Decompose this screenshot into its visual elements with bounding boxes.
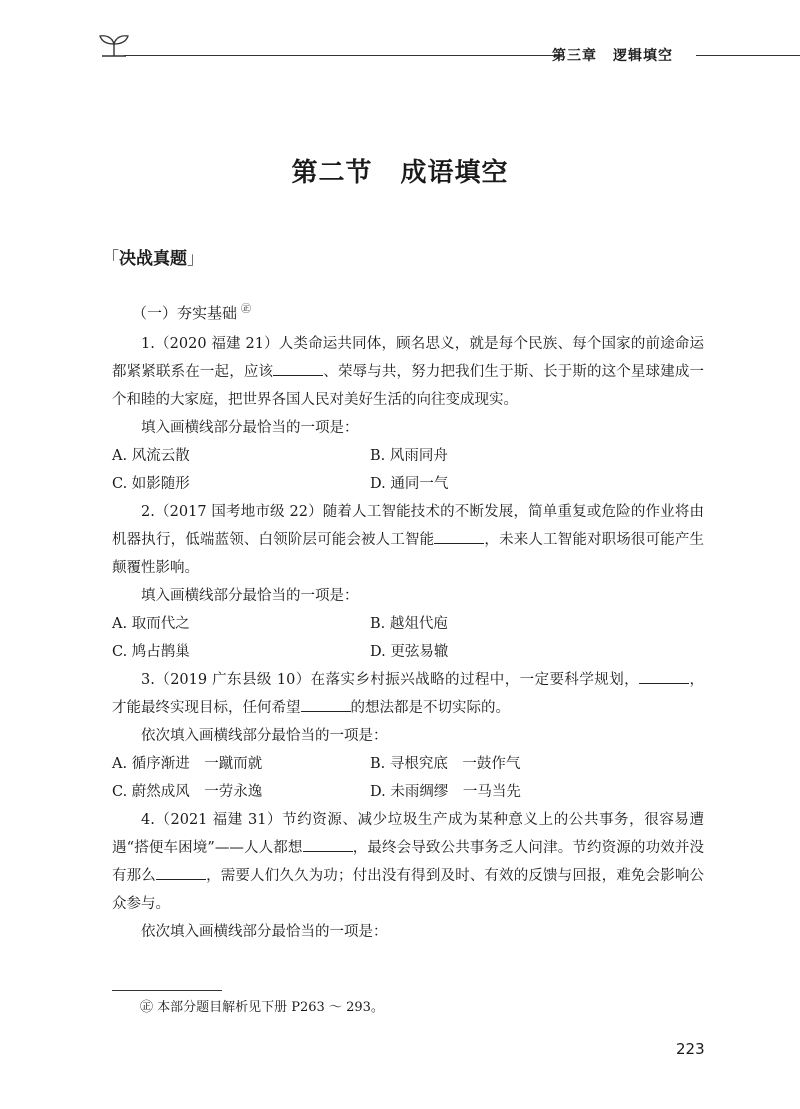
bracket-open: 「 — [102, 249, 119, 269]
page-header — [98, 30, 800, 70]
option: A. 循序渐进 一蹴而就 — [112, 756, 263, 772]
option: D. 通同一气 — [370, 476, 449, 492]
option: A. 取而代之 — [112, 616, 190, 632]
option: D. 更弦易辙 — [370, 644, 449, 660]
option: A. 风流云散 — [112, 448, 190, 464]
question-prompt: 依次填入画横线部分最恰当的一项是： — [141, 728, 388, 744]
options — [112, 610, 704, 666]
chapter-heading — [552, 45, 689, 65]
page-number: 223 — [676, 1040, 705, 1058]
fill-blank — [156, 865, 206, 880]
fill-blank — [434, 529, 484, 544]
subsection-label: （一）夯实基础 — [132, 304, 238, 322]
fill-blank — [639, 669, 689, 684]
question-stem: 2.（2017 国考地市级 22）随着人工智能技术的不断发展，简单重复或危险的作业将由机器执行，低端蓝领、白领阶层可能会被人工智能 ，未来人工智能对职场很可能产生颠覆性影响。 — [112, 504, 705, 576]
option: D. 未雨绸缪 一马当先 — [370, 784, 521, 800]
bracket-close: 」 — [187, 249, 204, 269]
fill-blank — [303, 837, 353, 852]
option: B. 寻根究底 一鼓作气 — [370, 756, 521, 772]
option: C. 鸠占鹊巢 — [112, 644, 190, 660]
section-title — [0, 152, 800, 189]
section-number: 第二节 — [291, 158, 373, 188]
question-list — [112, 330, 704, 946]
chapter-title: 逻辑填空 — [613, 48, 673, 64]
subsection-heading — [132, 300, 251, 323]
question-prompt: 填入画横线部分最恰当的一项是： — [141, 588, 359, 604]
footnote-rule — [112, 990, 222, 991]
answer-mark-icon: ㊣ — [241, 304, 252, 315]
question-stem: 3.（2019 广东县级 10）在落实乡村振兴战略的过程中，一定要科学规划， ，才能最终实现目标，任何希望 的想法都是不切实际的。 — [112, 666, 704, 722]
option: B. 风雨同舟 — [370, 448, 448, 464]
option: B. 越俎代庖 — [370, 616, 448, 632]
section-name: 成语填空 — [400, 158, 509, 188]
section-tag — [102, 244, 204, 269]
fill-blank — [301, 697, 351, 712]
question-stem: 1.（2020 福建 21）人类命运共同体，顾名思义，就是每个民族、每个国家的前途命运都紧紧联系在一起，应该 、荣辱与共，努力把我们生于斯、长于斯的这个星球建成一个和睦的大家庭，把世界各国人民对美好生活的向往变成现实。 — [112, 336, 705, 408]
question-prompt: 填入画横线部分最恰当的一项是： — [141, 420, 359, 436]
footnote: ㊣ 本部分题目解析见下册 P263 ～ 293。 — [140, 1000, 384, 1015]
options — [112, 750, 704, 806]
option: C. 蔚然成风 一劳永逸 — [112, 784, 263, 800]
chapter-number: 第三章 — [552, 48, 597, 64]
question-stem: 4.（2021 福建 31）节约资源、减少垃圾生产成为某种意义上的公共事务，很容易遭遇“搭便车困境”——人人都想 ，最终会导致公共事务乏人问津。节约资源的功效并没有那么 ，需要人们久久为功；付出没有得到及时、有效的反馈与回报，难免会影响公众参与。 — [112, 812, 705, 912]
fill-blank — [273, 361, 323, 376]
option: C. 如影随形 — [112, 476, 190, 492]
question-prompt: 依次填入画横线部分最恰当的一项是： — [141, 924, 388, 940]
header-rule — [124, 55, 562, 56]
options — [112, 442, 704, 498]
section-tag-label: 决战真题 — [119, 249, 187, 269]
header-rule-right — [696, 55, 800, 56]
